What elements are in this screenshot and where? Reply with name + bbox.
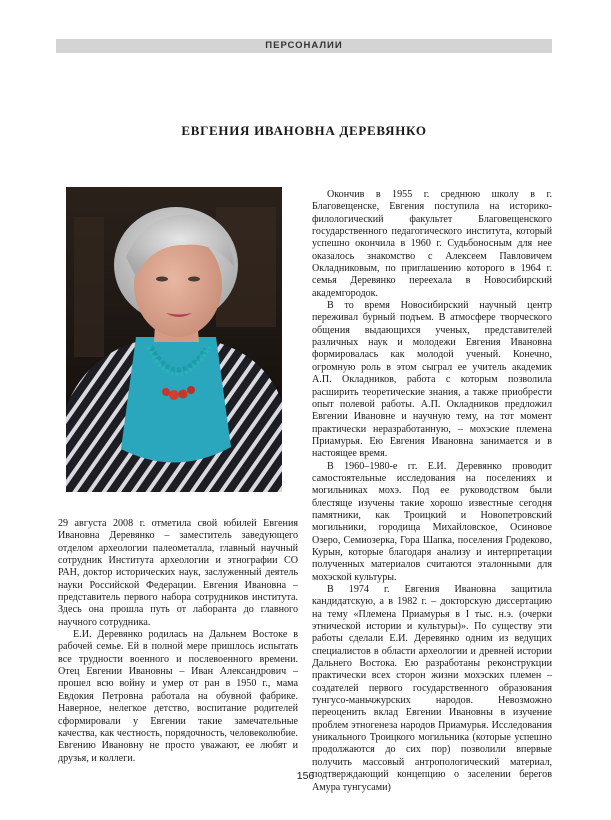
article-title: ЕВГЕНИЯ ИВАНОВНА ДЕРЕВЯНКО (181, 123, 427, 138)
portrait-photo (66, 187, 282, 492)
paragraph: В 1960–1980-е гг. Е.И. Деревянко проводит самостоятельные исследования на поселениях и могильниках мохэ. Под ее руководством были блестяще изучены такие хорошо известные сегодня памятники, как Троицкий и Новопетровский могильники, городища Михайловское, Осиновое Озеро, Семиозерка, Гора Шапка, поселения Гродеково, Курын, которые благодаря анализу и интерпретации полученных материалов считаются эталонными для мохэской культуры. (312, 460, 552, 583)
left-column (58, 518, 298, 765)
paragraph: В 1974 г. Евгения Ивановна защитила кандидатскую, а в 1982 г. – докторскую диссертацию на тему «Племена Приамурья в I тыс. н.э. (очерки этнической истории и культуры)». По существу эти работы сделали Е.И. Деревянко одним из ведущих специалистов в области археологии и древней истории Дальнего Востока. Ею разработаны реконструкции практически всех сторон жизни мохэских племен – создателей первого государственного образования тунгусо-маньчжурских народов. Невозможно переоценить вклад Евгении Ивановны в изучение проблем этногенеза народов Приамурья. Исследования уникального Троицкого могильника (которые успешно продолжаются до сих пор) позволили впервые получить массовый антропологический материал, подтверждающий концепцию о заселении берегов Амура тунгусами) (312, 584, 552, 793)
paragraph: Окончив в 1955 г. среднюю школу в г. Благовещенске, Евгения поступила на историко-филологический факультет Благовещенского государственного педагогического института, который успешно окончила в 1960 г. Судьбоносным для нее оказалось знакомство с Алексеем Павловичем Окладниковым, по приглашению которого в 1964 г. семья Деревянко переехала в Новосибирский академгородок. (312, 189, 552, 299)
paragraph: В то время Новосибирский научный центр переживал бурный подъем. В атмосфере творческого общения выдающихся ученых, представителей различных наук и молодежи Евгения Ивановна формировалась как молодой ученый. Конечно, огромную роль в этом сыграл ее учитель академик А.П. Окладников, работа с которым позволила расширить теоретические знания, а также приобрести опыт полевой работы. А.П. Окладников предложил Евгении Ивановне и научную тему, на тот момент практически неразработанную, – мохэские племена Приамурья. Ею Евгения Ивановна занимается и в настоящее время. (312, 300, 552, 460)
section-header: ПЕРСОНАЛИИ (56, 39, 552, 53)
page-number: 156 (296, 770, 315, 782)
paragraph: Е.И. Деревянко родилась на Дальнем Востоке в рабочей семье. Ей в полной мере пришлось испытать все трудности военного и послевоенного времени. Отец Евгении Ивановны – Иван Александрович – прошел всю войну и умер от ран в 1950 г., мама Евдокия Петровна работала на обувной фабрике. Наверное, нелегкое детство, воспитание родителей сформировали у Евгении такие замечательные качества, как честность, порядочность, человеколюбие. Евгению Ивановну не просто уважают, ее любят и друзья, и коллеги. (58, 629, 298, 764)
paragraph: 29 августа 2008 г. отметила свой юбилей Евгения Ивановна Деревянко – заместитель заведующего отделом археологии палеометалла, главный научный сотрудник Института археологии и этнографии СО РАН, доктор исторических наук, заслуженный деятель науки Российской Федерации. Евгения Ивановна – представитель первого набора сотрудников института. Здесь она прошла путь от лаборанта до главного научного сотрудника. (58, 518, 298, 628)
right-column (312, 189, 552, 794)
